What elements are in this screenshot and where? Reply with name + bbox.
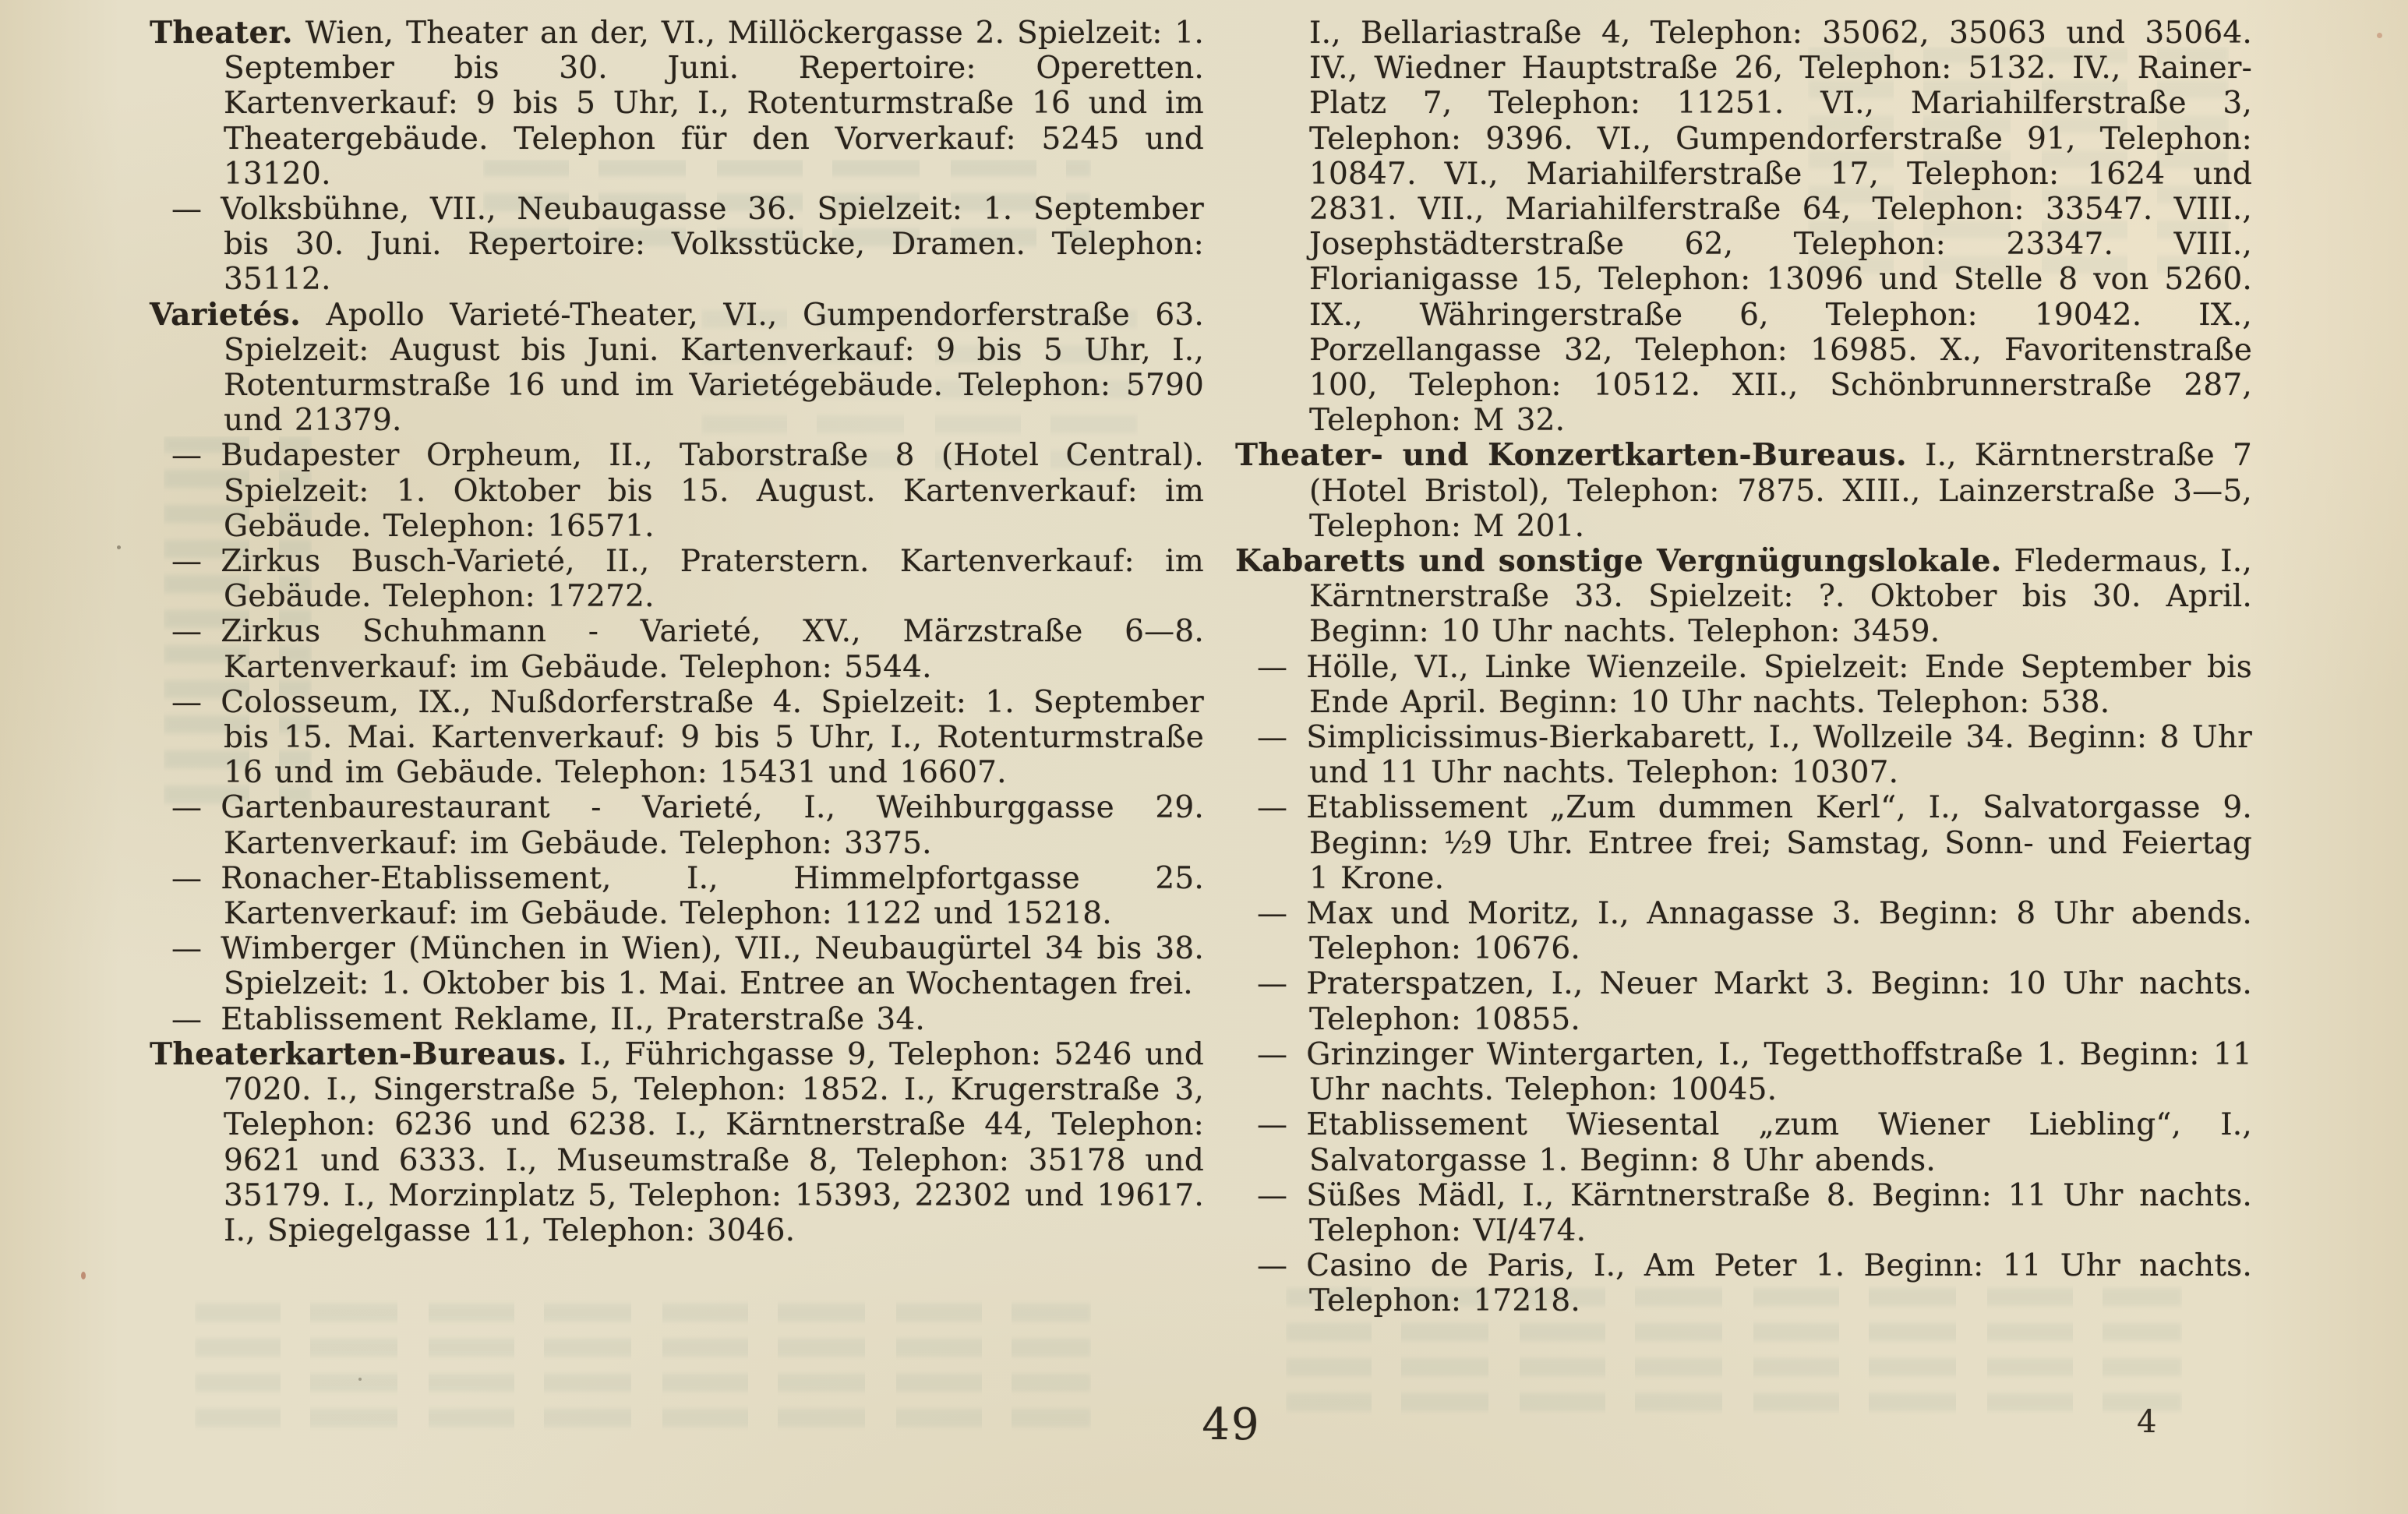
entry-text: Volksbühne, VII., Neubaugasse 36. Spielzeit: 1. September bis 30. Juni. Repertoire: Volksstücke, Dramen. Telephon: 35112. (221, 192, 1204, 298)
entry-dash: — (1257, 649, 1288, 685)
entry-dash: — (171, 1001, 203, 1037)
directory-entry (150, 614, 1204, 684)
directory-entry (1235, 720, 2252, 790)
entry-dash: — (1257, 1248, 1288, 1284)
page-number: 49 (1202, 1399, 1261, 1450)
entry-text: Fledermaus, I., Kärntnerstraße 33. Spielzeit: ?. Oktober bis 30. April. Beginn: 10 Uhr nachts. Telephon: 3459. (1309, 544, 2252, 650)
entry-headword: Theater. (150, 15, 294, 51)
entry-text: Zirkus Busch-Varieté, II., Praterstern. Kartenverkauf: im Gebäude. Telephon: 17272. (221, 544, 1204, 615)
directory-entry (1235, 16, 2252, 438)
entry-text: Wien, Theater an der, VI., Millöckergasse 2. Spielzeit: 1. September bis 30. Juni. Repertoire: Operetten. Kartenverkauf: 9 bis 5 Uhr, I., Rotenturmstraße 16 und im Theatergebäude. Telephon für den Vorverkauf: 5245 und 13120. (224, 16, 1204, 192)
entry-dash: — (171, 614, 203, 650)
directory-entry (150, 16, 1204, 192)
entry-text: Etablissement „Zum dummen Kerl“, I., Salvatorgasse 9. Beginn: ½9 Uhr. Entree frei; Samstag, Sonn- und Feiertag 1 Krone. (1306, 790, 2252, 896)
entry-text: Ronacher-Etablissement, I., Himmelpfortgasse 25. Kartenverkauf: im Gebäude. Telephon: 1122 und 15218. (221, 860, 1204, 932)
entry-dash: — (1257, 790, 1288, 826)
directory-entry (1235, 438, 2252, 544)
entry-text: I., Führichgasse 9, Telephon: 5246 und 7020. I., Singerstraße 5, Telephon: 1852. I., Krugerstraße 3, Telephon: 6236 und 6238. I., Kärntnerstraße 44, Telephon: 9621 und 6333. I., Museumstraße 8, Telephon: 35178 und 35179. I., Morzinplatz 5, Telephon: 15393, 22302 und 19617. I., Spiegelgasse 11, Telephon: 3046. (224, 1036, 1204, 1248)
directory-entry (150, 1037, 1204, 1248)
entry-dash: — (171, 931, 203, 967)
entry-text: Hölle, VI., Linke Wienzeile. Spielzeit: Ende September bis Ende April. Beginn: 10 Uhr nachts. Telephon: 538. (1306, 649, 2252, 720)
directory-entry (150, 1002, 1204, 1037)
entry-text: I., Kärntnerstraße 7 (Hotel Bristol), Telephon: 7875. XIII., Lainzerstraße 3—5, Telephon: M 201. (1309, 438, 2252, 544)
entry-text: Praterspatzen, I., Neuer Markt 3. Beginn: 10 Uhr nachts. Telephon: 10855. (1306, 966, 2252, 1037)
directory-entry (1235, 966, 2252, 1036)
directory-entry (1235, 896, 2252, 966)
entry-dash: — (171, 544, 203, 580)
paper-speck (81, 1272, 86, 1279)
bleed-through-smudge (195, 1293, 1091, 1434)
entry-dash: — (171, 684, 203, 720)
directory-entry (150, 861, 1204, 931)
right-column (1235, 16, 2252, 1319)
paper-speck (358, 1378, 362, 1381)
entry-text: Wimberger (München in Wien), VII., Neubaugürtel 34 bis 38. Spielzeit: 1. Oktober bis 1. Mai. Entree an Wochentagen frei. (221, 931, 1204, 1002)
entry-text: Gartenbaurestaurant - Varieté, I., Weihburggasse 29. Kartenverkauf: im Gebäude. Telephon: 3375. (221, 790, 1204, 861)
entry-text: I., Bellariastraße 4, Telephon: 35062, 35063 und 35064. IV., Wiedner Hauptstraße 26, Telephon: 5132. IV., Rainer-Platz 7, Telephon: 11251. VI., Mariahilferstraße 3, Telephon: 9396. VI., Gumpendorferstraße 91, Telephon: 10847. VI., Mariahilferstraße 17, Telephon: 1624 und 2831. VII., Mariahilferstraße 64, Telephon: 33547. VIII., Josephstädterstraße 62, Telephon: 23347. VIII., Florianigasse 15, Telephon: 13096 und Stelle 8 von 5260. IX., Währingerstraße 6, Telephon: 19042. IX., Porzellangasse 32, Telephon: 16985. X., Favoritenstraße 100, Telephon: 10512. XII., Schönbrunnerstraße 287, Telephon: M 32. (1309, 16, 2252, 439)
signature-mark: 4 (2137, 1404, 2157, 1440)
entry-dash: — (1257, 720, 1288, 756)
entry-dash: — (1257, 1036, 1288, 1072)
entry-text: Simplicissimus-Bierkabarett, I., Wollzeile 34. Beginn: 8 Uhr und 11 Uhr nachts. Telephon: 10307. (1306, 720, 2252, 791)
entry-dash: — (1257, 966, 1288, 1002)
entry-dash: — (1257, 1177, 1288, 1213)
entry-text: Grinzinger Wintergarten, I., Tegetthoffstraße 1. Beginn: 11 Uhr nachts. Telephon: 10045. (1306, 1036, 2252, 1108)
entry-headword: Theaterkarten-Bureaus. (150, 1036, 567, 1072)
left-column (150, 16, 1204, 1248)
entry-text: Etablissement Wiesental „zum Wiener Liebling“, I., Salvatorgasse 1. Beginn: 8 Uhr abends. (1306, 1107, 2252, 1178)
directory-entry (150, 192, 1204, 298)
entry-text: Budapester Orpheum, II., Taborstraße 8 (Hotel Central). Spielzeit: 1. Oktober bis 15. August. Kartenverkauf: im Gebäude. Telephon: 16571. (221, 438, 1204, 544)
directory-entry (150, 438, 1204, 544)
directory-entry (1235, 1178, 2252, 1248)
entry-text: Colosseum, IX., Nußdorferstraße 4. Spielzeit: 1. September bis 15. Mai. Kartenverkauf: 9 bis 5 Uhr, I., Rotenturmstraße 16 und im Gebäude. Telephon: 15431 und 16607. (221, 684, 1204, 791)
paper-speck (117, 545, 121, 549)
directory-entry (150, 790, 1204, 860)
entry-headword: Theater- und Konzertkarten-Bureaus. (1235, 437, 1907, 474)
entry-text: Max und Moritz, I., Annagasse 3. Beginn: 8 Uhr abends. Telephon: 10676. (1306, 896, 2252, 967)
directory-entry (150, 544, 1204, 614)
entry-dash: — (1257, 896, 1288, 932)
entry-headword: Varietés. (150, 296, 302, 333)
entry-dash: — (1257, 1107, 1288, 1143)
entry-text: Süßes Mädl, I., Kärntnerstraße 8. Beginn: 11 Uhr nachts. Telephon: VI/474. (1306, 1177, 2252, 1248)
directory-entry (1235, 1107, 2252, 1177)
directory-entry (1235, 650, 2252, 720)
directory-entry (150, 685, 1204, 791)
entry-text: Apollo Varieté-Theater, VI., Gumpendorferstraße 63. Spielzeit: August bis Juni. Kartenverkauf: 9 bis 5 Uhr, I., Rotenturmstraße 16 und im Varietégebäude. Telephon: 5790 und 21379. (224, 297, 1204, 439)
directory-entry (1235, 544, 2252, 650)
entry-dash: — (171, 438, 203, 474)
entry-dash: — (171, 192, 203, 228)
directory-entry (1235, 1037, 2252, 1107)
paper-speck (2377, 33, 2382, 38)
entry-text: Etablissement Reklame, II., Praterstraße 34. (221, 1001, 925, 1037)
entry-dash: — (171, 790, 203, 826)
directory-entry (150, 931, 1204, 1001)
entry-headword: Kabaretts und sonstige Vergnügungslokale. (1235, 543, 2002, 580)
entry-dash: — (171, 860, 203, 896)
directory-entry (150, 298, 1204, 439)
directory-entry (1235, 1248, 2252, 1318)
entry-text: Zirkus Schuhmann - Varieté, XV., Märzstraße 6—8. Kartenverkauf: im Gebäude. Telephon: 5544. (221, 614, 1204, 685)
directory-entry (1235, 790, 2252, 896)
entry-text: Casino de Paris, I., Am Peter 1. Beginn: 11 Uhr nachts. Telephon: 17218. (1306, 1248, 2252, 1319)
